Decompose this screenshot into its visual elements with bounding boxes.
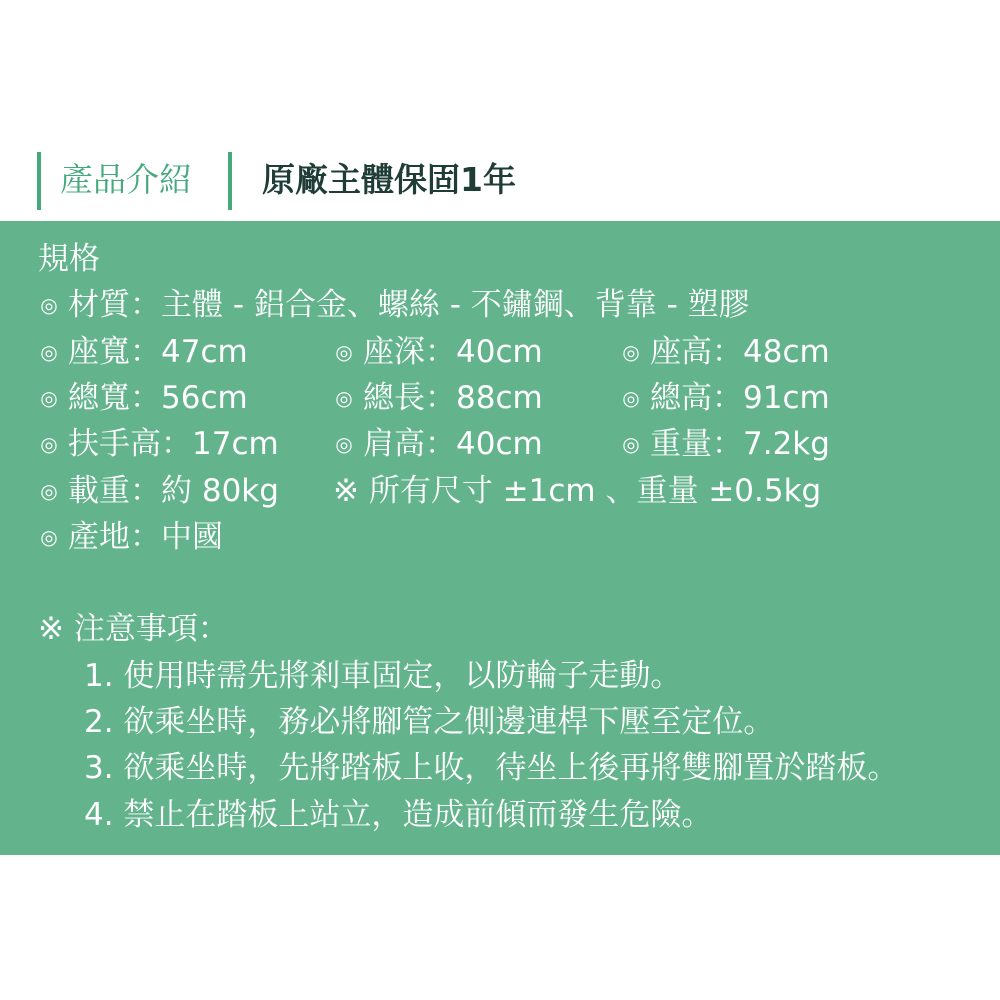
spec-total-height [620, 378, 830, 418]
header-bar-left [37, 152, 41, 210]
spec-total-length [333, 378, 543, 418]
spec-total-length-text: 總長：88cm [363, 380, 543, 416]
header-label: 產品介紹 [60, 160, 192, 199]
spec-load-text: 載重：約 80kg [68, 473, 279, 509]
notes-title: ※ 注意事項： [38, 611, 229, 647]
header-title: 原廠主體保固1年 [262, 160, 516, 199]
spec-total-height-text: 總高：91cm [650, 380, 830, 416]
spec-material-text: 材質：主體 - 鋁合金、螺絲 - 不鏽鋼、背靠 - 塑膠 [68, 287, 750, 323]
note-item: 2. 欲乘坐時，務必將腳管之側邊連桿下壓至定位。 [84, 704, 775, 740]
bullet-icon: ◎ [622, 432, 640, 456]
spec-seat-depth-text: 座深：40cm [363, 334, 543, 370]
bullet-icon: ◎ [335, 386, 353, 410]
spec-seat-width-text: 座寬：47cm [68, 334, 248, 370]
header-bar-divider [228, 152, 232, 210]
note-item: 1. 使用時需先將剎車固定，以防輪子走動。 [84, 658, 682, 694]
bullet-icon: ◎ [40, 386, 58, 410]
bullet-icon: ◎ [40, 340, 58, 364]
bullet-icon: ◎ [40, 432, 58, 456]
spec-panel [0, 221, 1000, 855]
bullet-icon: ◎ [40, 525, 58, 549]
bullet-icon: ◎ [622, 386, 640, 410]
spec-total-width-text: 總寬：56cm [68, 380, 248, 416]
bullet-icon: ◎ [40, 293, 58, 317]
spec-weight-text: 重量：7.2kg [650, 426, 830, 462]
spec-origin-text: 產地：中國 [68, 519, 223, 555]
spec-shoulder-height [333, 424, 543, 464]
spec-armrest-height-text: 扶手高：17cm [68, 426, 279, 462]
spec-total-width [38, 378, 248, 418]
spec-heading: 規格 [38, 241, 100, 277]
spec-shoulder-height-text: 肩高：40cm [363, 426, 543, 462]
bullet-icon: ◎ [335, 432, 353, 456]
spec-seat-height [620, 332, 830, 372]
spec-armrest-height [38, 424, 279, 464]
spec-seat-height-text: 座高：48cm [650, 334, 830, 370]
header [0, 148, 1000, 214]
spec-seat-depth [333, 332, 543, 372]
bullet-icon: ◎ [622, 340, 640, 364]
spec-weight [620, 424, 830, 464]
bullet-icon: ◎ [40, 479, 58, 503]
spec-origin [38, 517, 223, 557]
spec-seat-width [38, 332, 248, 372]
note-item: 3. 欲乘坐時，先將踏板上收，待坐上後再將雙腳置於踏板。 [84, 750, 899, 786]
bullet-icon: ◎ [335, 340, 353, 364]
note-item: 4. 禁止在踏板上站立，造成前傾而發生危險。 [84, 797, 713, 833]
spec-tolerance: ※ 所有尺寸 ±1cm 、重量 ±0.5kg [333, 473, 822, 509]
spec-load [38, 471, 279, 511]
spec-material [38, 285, 750, 325]
